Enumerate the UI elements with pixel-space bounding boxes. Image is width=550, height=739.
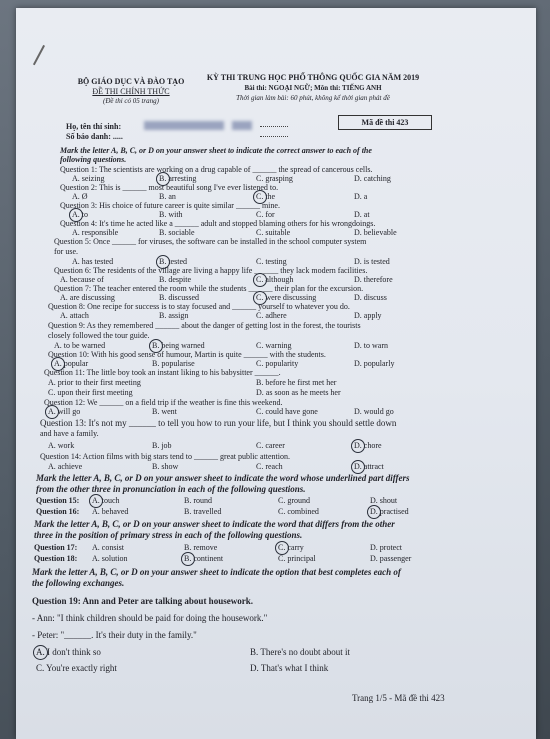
question-17: Question 17: bbox=[34, 543, 78, 552]
q9-option-c: C. warning bbox=[256, 341, 292, 350]
question-1: Question 1: The scientists are working on a drug capable of ______ the spread of cancerous cells. bbox=[60, 165, 373, 174]
question-13-cont: and have a family. bbox=[40, 429, 99, 438]
q17-option-b: B. remove bbox=[184, 543, 218, 552]
pages-note: (Đề thi có 05 trang) bbox=[103, 97, 159, 105]
q16-option-d: D. practised bbox=[370, 507, 409, 516]
question-3: Question 3: His choice of future career is quite similar ______ mine. bbox=[60, 201, 280, 210]
answer-mark-q18 bbox=[181, 552, 195, 566]
q13-option-a: A. work bbox=[48, 441, 75, 450]
q3-option-b: B. with bbox=[159, 210, 183, 219]
answer-mark-q1 bbox=[156, 172, 170, 186]
q5-option-c: C. testing bbox=[256, 257, 287, 266]
official-label: ĐỀ THI CHÍNH THỨC bbox=[92, 87, 170, 96]
question-19: Question 19: Ann and Peter are talking about housework. bbox=[32, 596, 253, 606]
name-label: Họ, tên thí sinh: bbox=[66, 122, 122, 131]
section-1-instruction-cont: following questions. bbox=[60, 155, 127, 164]
section-3-instruction: Mark the letter A, B, C, or D on your answer sheet to indicate the word that differs from the other bbox=[34, 519, 395, 529]
answer-mark-q6 bbox=[253, 273, 267, 287]
q10-option-a: A. popular bbox=[54, 359, 89, 368]
answer-mark-q14 bbox=[351, 460, 365, 474]
pen-mark bbox=[33, 45, 45, 65]
q1-option-c: C. grasping bbox=[256, 174, 293, 183]
q19-option-d: D. That's what I think bbox=[250, 663, 329, 673]
q6-option-d: D. therefore bbox=[354, 275, 393, 284]
q10-option-c: C. popularity bbox=[256, 359, 299, 368]
section-4-instruction-cont: the following exchanges. bbox=[32, 578, 125, 588]
q2-option-d: D. a bbox=[354, 192, 368, 201]
q4-option-c: C. suitable bbox=[256, 228, 291, 237]
q5-option-b: B. tested bbox=[159, 257, 187, 266]
id-dots bbox=[260, 136, 288, 137]
q14-option-b: B. show bbox=[152, 462, 179, 471]
q17-option-a: A. consist bbox=[92, 543, 124, 552]
q13-option-c: C. career bbox=[256, 441, 285, 450]
exam-code-box bbox=[338, 115, 432, 130]
q2-option-a: A. Ø bbox=[72, 192, 88, 201]
question-7: Question 7: The teacher entered the room while the students ______ their plan for the excursion. bbox=[54, 284, 364, 293]
question-9-cont: closely followed the tour guide. bbox=[48, 331, 150, 340]
q1-option-b: B. arresting bbox=[159, 174, 197, 183]
question-14: Question 14: Action films with big stars tend to ______ great public attention. bbox=[40, 452, 290, 461]
q16-option-c: C. combined bbox=[278, 507, 319, 516]
question-15: Question 15: bbox=[36, 496, 80, 505]
q3-option-a: A. to bbox=[72, 210, 88, 219]
question-5-cont: for use. bbox=[54, 247, 78, 256]
q15-option-c: C. ground bbox=[278, 496, 310, 505]
q8-option-a: A. attach bbox=[60, 311, 89, 320]
exam-paper bbox=[16, 8, 536, 739]
q19-option-b: B. There's no doubt about it bbox=[250, 647, 350, 657]
q7-option-b: B. discussed bbox=[159, 293, 199, 302]
q1-option-d: D. catching bbox=[354, 174, 391, 183]
q8-option-c: C. adhere bbox=[256, 311, 287, 320]
answer-mark-q19 bbox=[33, 645, 48, 660]
q11-option-d: D. as soon as he meets her bbox=[256, 388, 341, 397]
q15-option-a: A. touch bbox=[92, 496, 120, 505]
section-2-instruction: Mark the letter A, B, C, or D on your answer sheet to indicate the word whose underlined part differs bbox=[36, 473, 410, 483]
question-9: Question 9: As they remembered ______ about the danger of getting lost in the forest, the tourists bbox=[48, 321, 361, 330]
q14-option-a: A. achieve bbox=[48, 462, 83, 471]
question-12: Question 12: We ______ on a field trip if the weather is fine this weekend. bbox=[44, 398, 283, 407]
q18-option-b: B. continent bbox=[184, 554, 224, 563]
question-16: Question 16: bbox=[36, 507, 80, 516]
q12-option-d: D. would go bbox=[354, 407, 394, 416]
q11-option-b: B. before he first met her bbox=[256, 378, 337, 387]
q19-option-a: A. I don't think so bbox=[36, 647, 101, 657]
section-3-instruction-cont: three in the position of primary stress in each of the following questions. bbox=[34, 530, 303, 540]
q11-option-c: C. upon their first meeting bbox=[48, 388, 133, 397]
question-6: Question 6: The residents of the village are living a happy life ______ they lack modern facilities. bbox=[54, 266, 368, 275]
section-2-instruction-cont: from the other three in pronunciation in each of the following questions. bbox=[36, 484, 306, 494]
question-13: Question 13: It's not my ______ to tell you how to run your life, but I think you should settle down bbox=[40, 418, 397, 428]
answer-mark-q17 bbox=[275, 541, 289, 555]
answer-mark-q12 bbox=[45, 405, 59, 419]
answer-mark-q2 bbox=[253, 190, 267, 204]
q2-option-b: B. an bbox=[159, 192, 176, 201]
exam-subject: Bài thi: NGOẠI NGỮ; Môn thi: TIẾNG ANH bbox=[244, 84, 382, 92]
answer-mark-q7 bbox=[253, 291, 267, 305]
q7-option-c: C. were discussing bbox=[256, 293, 317, 302]
section-1-instruction: Mark the letter A, B, C, or D on your answer sheet to indicate the correct answer to each of the bbox=[60, 146, 372, 155]
question-5: Question 5: Once ______ for viruses, the software can be installed in the school computer system bbox=[54, 237, 367, 246]
q8-option-b: B. assign bbox=[159, 311, 189, 320]
q2-option-c: C. the bbox=[256, 192, 276, 201]
q16-option-a: A. behaved bbox=[92, 507, 129, 516]
section-4-instruction: Mark the letter A, B, C, or D on your answer sheet to indicate the option that best completes each of bbox=[32, 567, 401, 577]
q15-option-d: D. shout bbox=[370, 496, 398, 505]
q19-option-c: C. You're exactly right bbox=[36, 663, 117, 673]
question-4: Question 4: It's time he acted like a ______ adult and stopped blaming others for his wrongdoings. bbox=[60, 219, 376, 228]
q4-option-d: D. believable bbox=[354, 228, 397, 237]
q6-option-a: A. because of bbox=[60, 275, 104, 284]
q9-option-a: A. to be warned bbox=[54, 341, 106, 350]
time-note: Thời gian làm bài: 60 phút, không kể thời gian phát đề bbox=[236, 94, 390, 102]
q1-option-a: A. seizing bbox=[72, 174, 105, 183]
exam-code: Mã đề thi 423 bbox=[361, 118, 409, 127]
q13-option-b: B. job bbox=[152, 441, 172, 450]
q4-option-b: B. sociable bbox=[159, 228, 195, 237]
q19-line-peter: - Peter: "______. It's their duty in the family." bbox=[32, 630, 197, 640]
answer-mark-q10 bbox=[51, 357, 65, 371]
q18-option-c: C. principal bbox=[278, 554, 316, 563]
q10-option-d: D. popularly bbox=[354, 359, 395, 368]
answer-mark-q15 bbox=[89, 494, 103, 508]
q19-line-ann: - Ann: "I think children should be paid for doing the housework." bbox=[32, 613, 268, 623]
answer-mark-q9 bbox=[149, 339, 163, 353]
q11-option-a: A. prior to their first meeting bbox=[48, 378, 141, 387]
q3-option-d: D. at bbox=[354, 210, 370, 219]
id-label: Số báo danh: ..... bbox=[66, 132, 123, 141]
question-11: Question 11: The little boy took an instant liking to his babysitter ______. bbox=[44, 368, 281, 377]
q7-option-a: A. are discussing bbox=[60, 293, 115, 302]
q12-option-a: A. will go bbox=[48, 407, 81, 416]
name-redaction-2 bbox=[232, 121, 252, 130]
q6-option-b: B. despite bbox=[159, 275, 191, 284]
q3-option-c: C. for bbox=[256, 210, 275, 219]
q8-option-d: D. apply bbox=[354, 311, 382, 320]
q17-option-c: C. carry bbox=[278, 543, 304, 552]
question-8: Question 8: One recipe for success is to stay focused and ______ yourself to whatever you do. bbox=[48, 302, 350, 311]
answer-mark-q13 bbox=[351, 439, 365, 453]
name-dots bbox=[260, 126, 288, 127]
q12-option-c: C. could have gone bbox=[256, 407, 318, 416]
answer-mark-q16 bbox=[367, 505, 381, 519]
q10-option-b: B. popularise bbox=[152, 359, 195, 368]
q17-option-d: D. protect bbox=[370, 543, 402, 552]
ministry-name: BỘ GIÁO DỤC VÀ ĐÀO TẠO bbox=[77, 77, 185, 86]
answer-mark-q3 bbox=[69, 208, 83, 222]
q9-option-d: D. to warn bbox=[354, 341, 388, 350]
q18-option-a: A. solution bbox=[92, 554, 128, 563]
q12-option-b: B. went bbox=[152, 407, 177, 416]
q5-option-d: D. is tested bbox=[354, 257, 390, 266]
answer-mark-q5 bbox=[156, 255, 170, 269]
q5-option-a: A. has tested bbox=[72, 257, 114, 266]
q6-option-c: C. although bbox=[256, 275, 294, 284]
name-redaction bbox=[144, 121, 224, 130]
q18-option-d: D. passenger bbox=[370, 554, 412, 563]
q9-option-b: B. being warned bbox=[152, 341, 205, 350]
q15-option-b: B. round bbox=[184, 496, 212, 505]
q4-option-a: A. responsible bbox=[72, 228, 119, 237]
q14-option-d: D. attract bbox=[354, 462, 384, 471]
question-18: Question 18: bbox=[34, 554, 78, 563]
q7-option-d: D. discuss bbox=[354, 293, 387, 302]
question-2: Question 2: This is ______ most beautiful song I've ever listened to. bbox=[60, 183, 279, 192]
question-10: Question 10: With his good sense of humour, Martin is quite ______ with the students. bbox=[48, 350, 326, 359]
q13-option-d: D. chore bbox=[354, 441, 382, 450]
q16-option-b: B. travelled bbox=[184, 507, 222, 516]
q14-option-c: C. reach bbox=[256, 462, 283, 471]
exam-title: KỲ THI TRUNG HỌC PHỔ THÔNG QUỐC GIA NĂM 2019 bbox=[206, 73, 420, 82]
page-footer: Trang 1/5 - Mã đề thi 423 bbox=[352, 693, 445, 703]
